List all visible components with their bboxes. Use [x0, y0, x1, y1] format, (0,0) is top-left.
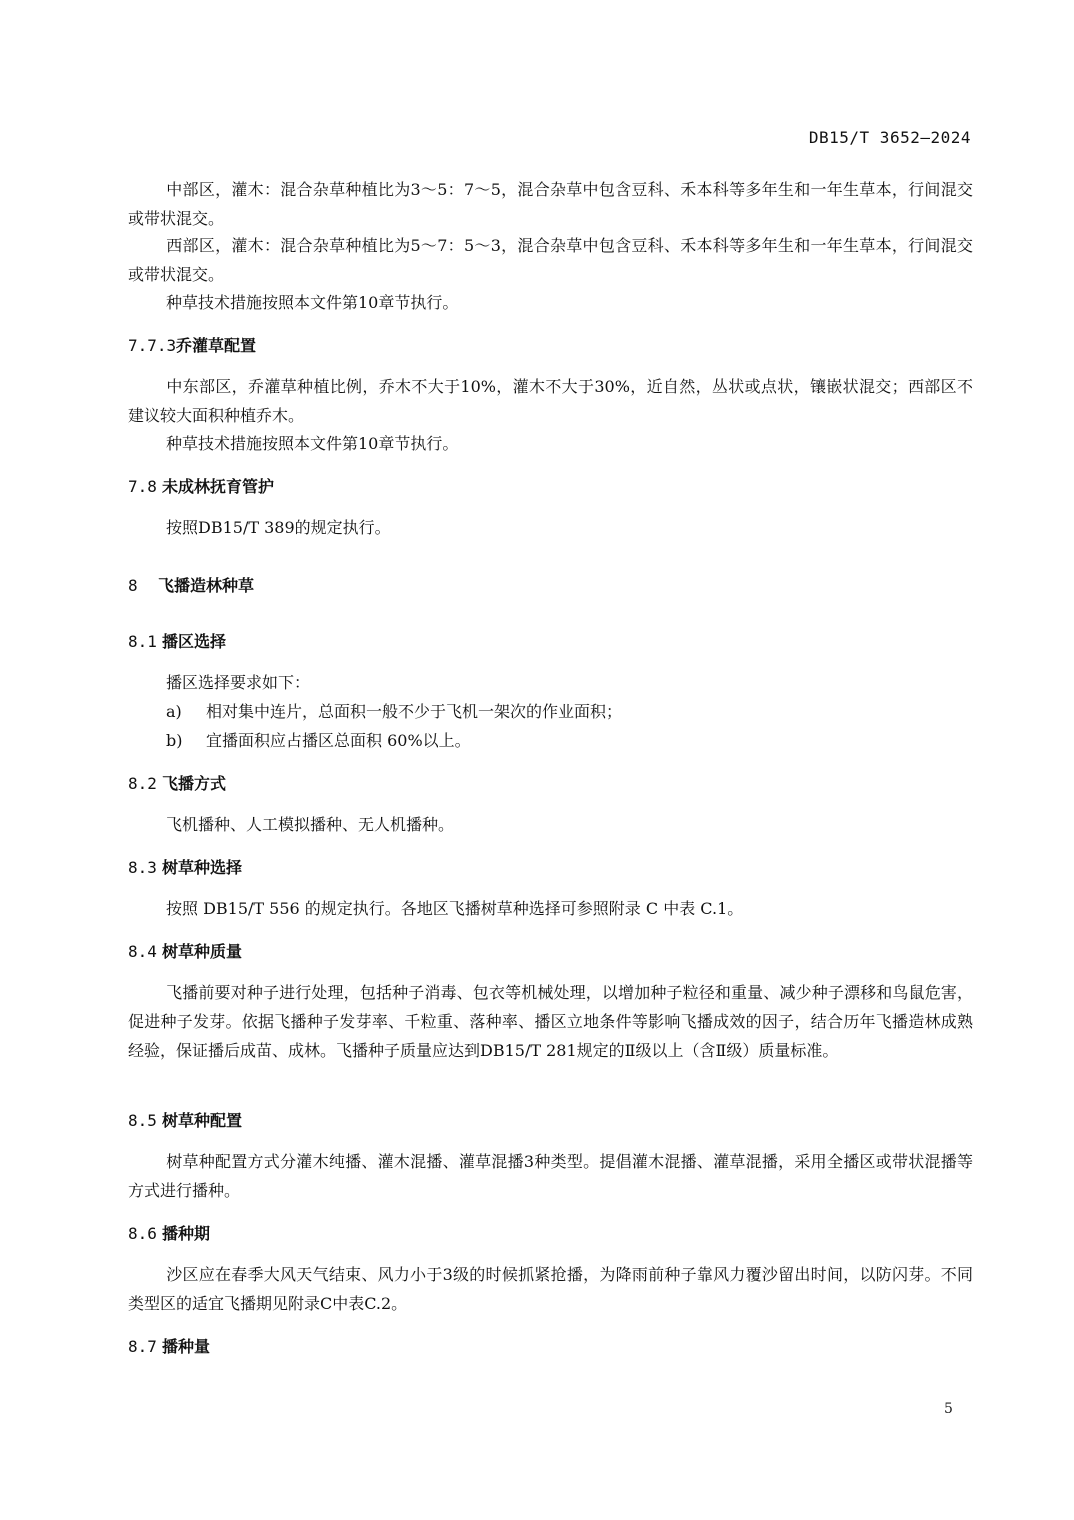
section-heading: 8.1 播区选择 [128, 632, 227, 651]
paragraph: 种草技术措施按照本文件第10章节执行。 [166, 434, 459, 453]
section-heading: 7.8 未成林抚育管护 [128, 477, 275, 496]
paragraph: 中部区，灌木：混合杂草种植比为3～5：7～5，混合杂草中包含豆科、禾本科等多年生和一年生草本，行间混交或带状混交。 [128, 180, 973, 228]
section-heading: 8.6 播种期 [128, 1224, 211, 1243]
paragraph: 种草技术措施按照本文件第10章节执行。 [166, 293, 459, 312]
section-heading: 8.3 树草种选择 [128, 858, 243, 877]
paragraph: 沙区应在春季大风天气结束、风力小于3级的时候抓紧抢播，为降雨前种子靠风力覆沙留出时间，以防闪芽。不同类型区的适宜飞播期见附录C中表C.2。 [128, 1265, 973, 1313]
paragraph: 播区选择要求如下： [166, 673, 311, 692]
paragraph: 树草种配置方式分灌木纯播、灌木混播、灌草混播3种类型。提倡灌木混播、灌草混播，采用全播区或带状混播等方式进行播种。 [128, 1152, 973, 1200]
section-heading: 8.2 飞播方式 [128, 774, 227, 793]
section-heading: 8.7 播种量 [128, 1337, 211, 1356]
paragraph: 中东部区，乔灌草种植比例，乔木不大于10%，灌木不大于30%，近自然，丛状或点状，镶嵌状混交；西部区不建议较大面积种植乔木。 [128, 377, 973, 425]
section-heading: 8.4 树草种质量 [128, 942, 243, 961]
chapter-heading: 8 飞播造林种草 [128, 576, 255, 595]
list-item: a) 相对集中连片，总面积一般不少于飞机一架次的作业面积； [166, 702, 623, 721]
section-heading: 8.5 树草种配置 [128, 1111, 243, 1130]
standard-code: DB15/T 3652—2024 [808, 128, 971, 147]
paragraph: 按照DB15/T 389的规定执行。 [166, 518, 391, 537]
paragraph: 西部区，灌木：混合杂草种植比为5～7：5～3，混合杂草中包含豆科、禾本科等多年生和一年生草本，行间混交或带状混交。 [128, 236, 973, 284]
paragraph: 按照 DB15/T 556 的规定执行。各地区飞播树草种选择可参照附录 C 中表 C.1。 [166, 899, 744, 918]
paragraph: 飞机播种、人工模拟播种、无人机播种。 [166, 815, 455, 834]
list-item: b) 宜播面积应占播区总面积 60%以上。 [166, 731, 471, 750]
paragraph: 飞播前要对种子进行处理，包括种子消毒、包衣等机械处理，以增加种子粒径和重量、减少种子漂移和鸟鼠危害，促进种子发芽。依据飞播种子发芽率、千粒重、落种率、播区立地条件等影响飞播成效的因子，结合历年飞播造林成熟经验，保证播后成苗、成林。飞播种子质量应达到DB15/T 281规定的Ⅱ级以上（含Ⅱ级）质量标准。 [128, 983, 973, 1060]
section-heading: 7.7.3乔灌草配置 [128, 336, 257, 355]
page-number: 5 [944, 1401, 953, 1417]
